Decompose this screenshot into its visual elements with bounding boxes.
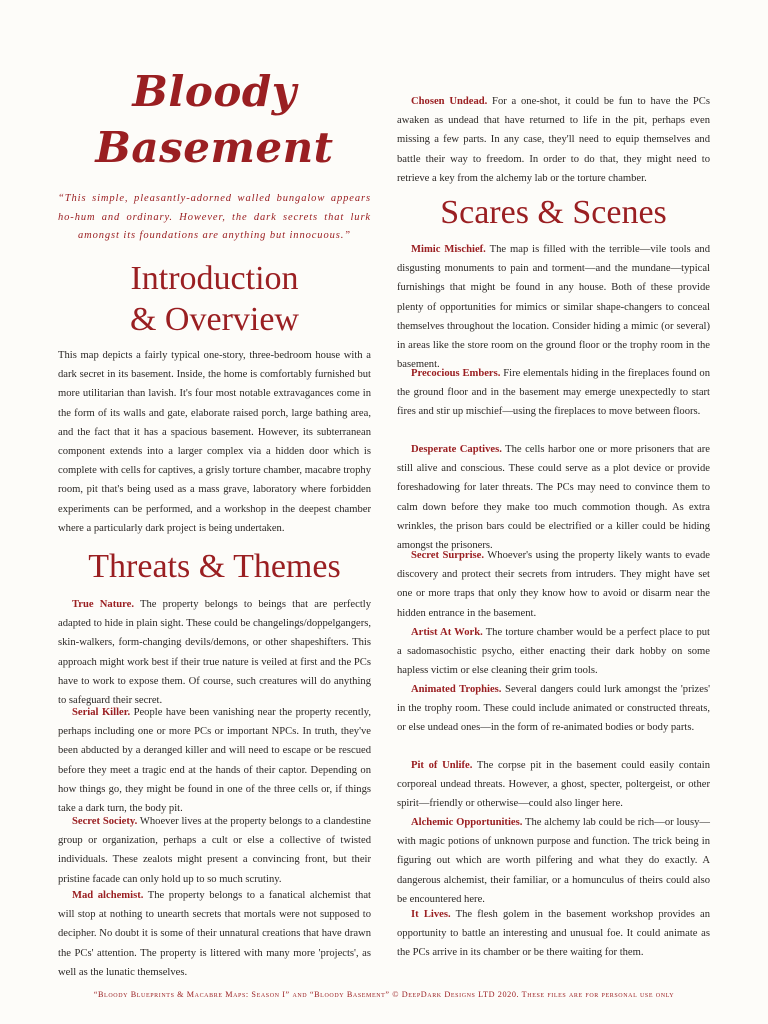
intro-body: This map depicts a fairly typical one-story, three-bedroom house with a dark secret in its basement. Inside, the home is comfortably furnished but more utilitarian than lavish. It's four most notable extravagances come in the form of its walls and gate, elaborate raised porch, large bathing area, and the fact that it has a spacious basement. However, its subterranean component extends into a larger complex via a hidden door which is complete with cells for captives, a grisly torture chamber, macabre trophy room, pit that's being used as a mass grave, laboratory where forbidden experiments can be performed, and a workshop in the deepest chamber where a particularly dark project is being undertaken. — [58, 350, 371, 534]
scene-precocious-embers — [397, 364, 710, 422]
scares-heading: Scares & Scenes — [440, 194, 667, 231]
scene-lead: Pit of Unlife. — [411, 760, 473, 771]
threat-lead: Secret Society. — [72, 816, 138, 827]
scene-mimic-mischief — [397, 240, 710, 374]
intro-heading — [58, 258, 371, 340]
scene-lead: Secret Surprise. — [411, 550, 485, 561]
scene-lead: It Lives. — [411, 909, 451, 920]
scene-text: The flesh golem in the basement workshop provides an opportunity to battle an interesting and unusual foe. It could animate as the PCs arrive in its chamber or be there waiting for them. — [397, 909, 710, 959]
scene-secret-surprise — [397, 546, 710, 623]
scene-text: The cells harbor one or more prisoners that are still alive and conscious. These could serve as a plot device or provide foreshadowing for later threats. The PCs may need to convince them to calm down before they make too much commotion though. As extra wrinkles, the prison bars could be electrified or a killer could be hiding amongst the prisoners. — [397, 444, 711, 552]
scene-text: The corpse pit in the basement could easily contain corporeal undead threats. However, a ghost, specter, poltergeist, or other spirit—friendly or otherwise—could also linger here. — [397, 760, 711, 810]
threat-mad-alchemist-part — [58, 886, 371, 982]
scene-lead: Desperate Captives. — [411, 444, 502, 455]
scene-artist-at-work — [397, 623, 710, 681]
scene-animated-trophies — [397, 680, 710, 738]
scene-pit-of-unlife — [397, 756, 710, 814]
scene-text: Whoever's using the property likely wants to evade discovery and protect their secrets from intruders. They might have set one or more traps that only they know how to avoid or disarm near the hidden entrance in the basement. — [397, 550, 711, 619]
scene-lead: Precocious Embers. — [411, 368, 501, 379]
threat-text: Whoever lives at the property belongs to a clandestine group or organization, perhaps a cult or else a collective of twisted individuals. These zealots might present a convincing front, but their pristine facade can only hold up to so much scrutiny. — [58, 816, 372, 885]
scene-text: The torture chamber would be a perfect place to put a sadomasochistic psycho, either enacting their dark hobby on some hapless victim or else cleaning their grim tools. — [397, 627, 710, 677]
scene-lead: Mimic Mischief. — [411, 244, 486, 255]
scene-lead: Animated Trophies. — [411, 684, 502, 695]
scene-lead: Alchemic Opportunities. — [411, 817, 523, 828]
page-title — [58, 64, 371, 176]
title-line-2: Basement — [95, 123, 334, 172]
threat-lead: Serial Killer. — [72, 707, 131, 718]
scene-desperate-captives — [397, 440, 710, 555]
threat-text: People have been vanishing near the property recently, perhaps including one or more PCs or important NPCs. In truth, they've been abducted by a deranged killer and will need to escape or be rescued before they meet a tragic end at the hands of their captor. Depending on how things go, they might be found in one of the three cells or, if things take a dark turn, the body pit. — [58, 707, 371, 815]
intro-heading-line-2: & Overview — [129, 301, 299, 338]
threats-heading: Threats & Themes — [88, 548, 341, 585]
scene-it-lives — [397, 905, 710, 963]
scene-lead: Artist At Work. — [411, 627, 483, 638]
threat-lead: Chosen Undead. — [411, 96, 488, 107]
scene-text: The map is filled with the terrible—vile tools and disgusting monuments to pain and torment—and the mundane—typical furnishings that might be found in any house. Both of these provide plenty of opportunities for mimics or similar shape-changers to conceal themselves throughout the location. Consider hiding a mimic (or several) in areas like the store room on the ground floor or the trophy room in the basement. — [397, 244, 710, 371]
threat-true-nature — [58, 595, 371, 710]
intro-quote: “This simple, pleasantly-adorned walled bungalow appears ho-hum and ordinary. However, the dark secrets that lurk amongst its foundations are anything but innocuous.” — [58, 193, 371, 241]
threat-lead: True Nature. — [72, 599, 134, 610]
threat-text: For a one-shot, it could be fun to have the PCs awaken as undead that have returned to life in the pit, perhaps even missing a few parts. In any case, they'll need to equip themselves and battle their way to freedom. In order to do that, they might need to retrieve a key from the alchemy lab or the torture chamber. — [397, 96, 710, 184]
scene-text: Fire elementals hiding in the fireplaces found on the ground floor and in the basement may emerge unexpectedly to start fires and stir up mischief—using the fireplaces to move between floors. — [397, 368, 710, 418]
threat-lead: Mad alchemist. — [72, 890, 144, 901]
threat-text: The property belongs to beings that are perfectly adapted to hide in plain sight. These could be changelings/doppelgangers, skin-walkers, form-changing devils/demons, or other shapeshifters. This approach might work best if their true nature is veiled at first and the PCs have to work to expose them. Of course, such creatures will do anything to safeguard their secret. — [58, 599, 372, 707]
title-line-1: Bloody — [132, 67, 297, 116]
threat-chosen-undead — [397, 92, 710, 188]
footer-copyright: “Bloody Blueprints & Macabre Maps: Season I” and “Bloody Basement” © DeepDark Designs LTD 2020. These files are for personal use only — [93, 990, 675, 999]
scene-alchemic-opportunities — [397, 813, 710, 909]
threat-serial-killer — [58, 703, 371, 818]
threat-text: The property belongs to a fanatical alchemist that will stop at nothing to unearth secrets that mortals were not supposed to decipher. No doubt it is some of their unnatural creations that have drawn the PCs' attention. The property is littered with many more 'projects', as well as the lunatic themselves. — [58, 890, 371, 978]
scene-text: Several dangers could lurk amongst the 'prizes' in the trophy room. These could include animated or constructed threats, or else undead ones—in the form of re-animated bodies or body parts. — [397, 684, 710, 734]
threat-secret-society — [58, 812, 371, 889]
scene-text: The alchemy lab could be rich—or lousy—with magic potions of unknown purpose and function. The trick being in figuring out which are worth pilfering and what they do exactly. A dangerous alchemist, their familiar, or a homunculus of theirs could also be encountered here. — [397, 817, 710, 905]
intro-heading-line-1: Introduction — [130, 260, 299, 297]
